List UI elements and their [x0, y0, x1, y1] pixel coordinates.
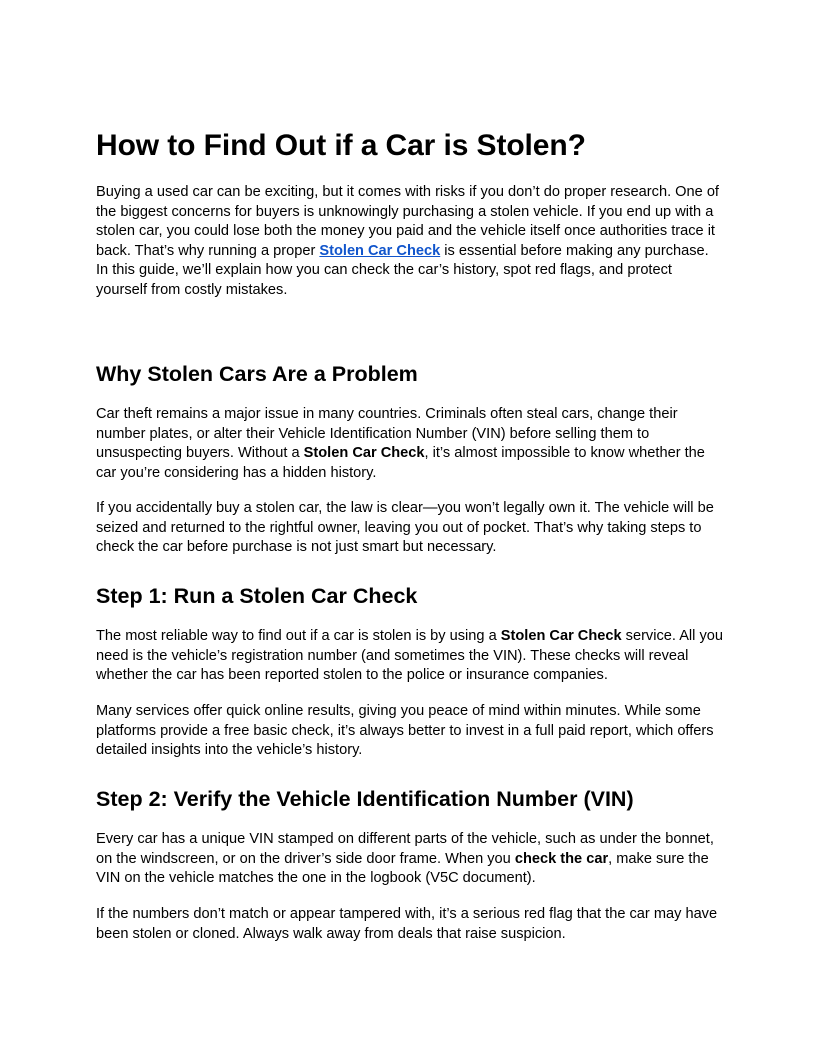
paragraph-text: The most reliable way to find out if a car is stolen is by using a	[96, 628, 501, 644]
intro-text-after-link: is essential before making any purchase. In this guide, we’ll explain how you can check the car’s history, spot red flags, and protect yourself from costly mistakes.	[96, 242, 709, 298]
paragraph-text: Car theft remains a major issue in many countries. Criminals often steal cars, change their number plates, or alter their Vehicle Identification Number (VIN) before selling them to unsuspecting buyers. Without a	[96, 406, 678, 461]
section-heading-step-2: Step 2: Verify the Vehicle Identification Number (VIN)	[96, 787, 634, 811]
section-heading-why-stolen-cars: Why Stolen Cars Are a Problem	[96, 362, 418, 386]
paragraph-text: service. All you need is the vehicle’s registration number (and sometimes the VIN). These checks will reveal whether the car has been reported stolen to the police or insurance companies.	[96, 628, 723, 683]
section-paragraph	[96, 405, 724, 483]
intro-text-before-link: Buying a used car can be exciting, but it comes with risks if you don’t do proper research. One of the biggest concerns for buyers is unknowingly purchasing a stolen vehicle. If you end up with a stolen car, you could lose both the money you paid and the vehicle itself once authorities trace it back. That’s why running a proper	[96, 184, 719, 259]
section-paragraph: If the numbers don’t match or appear tampered with, it’s a serious red flag that the car may have been stolen or cloned. Always walk away from deals that raise suspicion.	[96, 906, 718, 942]
section-paragraph	[96, 830, 724, 889]
section-paragraph: Many services offer quick online results, giving you peace of mind within minutes. While some platforms provide a free basic check, it’s always better to invest in a full paid report, which offers detailed insights into the vehicle’s history.	[96, 703, 714, 758]
section-paragraph	[96, 627, 724, 686]
stolen-car-check-link[interactable]: Stolen Car Check	[319, 242, 441, 259]
section-heading-step-1: Step 1: Run a Stolen Car Check	[96, 584, 418, 608]
paragraph-text: Every car has a unique VIN stamped on different parts of the vehicle, such as under the bonnet, on the windscreen, or on the driver’s side door frame. When you	[96, 831, 714, 867]
bold-text: check the car	[514, 850, 609, 867]
section-paragraph: If you accidentally buy a stolen car, the law is clear—you won’t legally own it. The vehicle will be seized and returned to the rightful owner, leaving you out of pocket. That’s why taking steps to check the car before purchase is not just smart but necessary.	[96, 500, 714, 555]
paragraph-text: , it’s almost impossible to know whether the car you’re considering has a hidden history.	[96, 445, 705, 481]
page-title: How to Find Out if a Car is Stolen?	[96, 129, 586, 162]
paragraph-text: , make sure the VIN on the vehicle matches the one in the logbook (V5C document).	[96, 850, 709, 886]
bold-text: Stolen Car Check	[303, 445, 425, 461]
bold-text: Stolen Car Check	[500, 628, 622, 644]
intro-paragraph	[96, 183, 724, 300]
